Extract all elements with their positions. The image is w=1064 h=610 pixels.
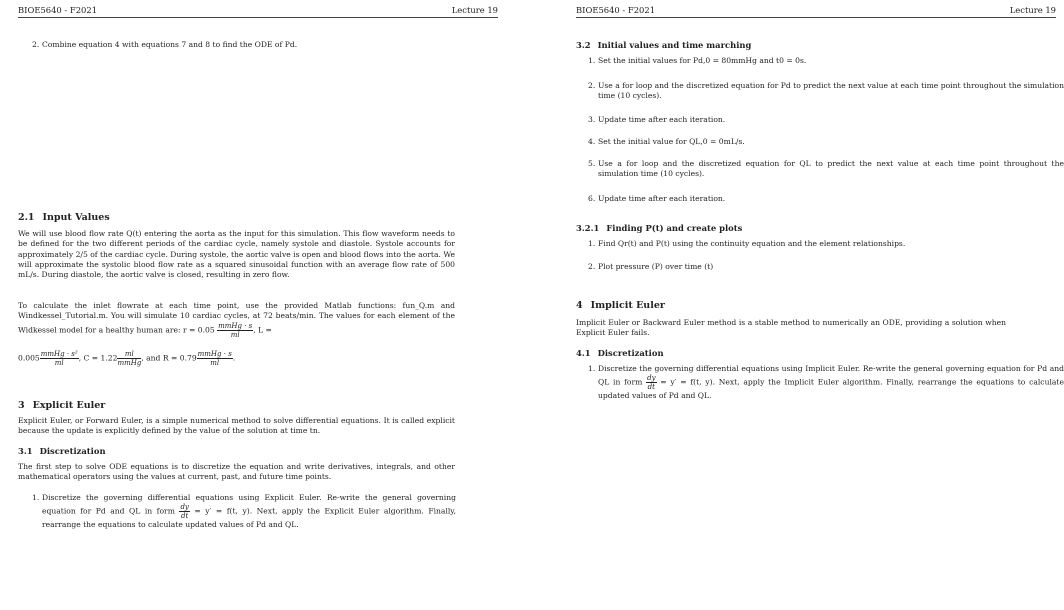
item-number: 5. — [588, 159, 596, 168]
fraction: $\frac{\text{mmHg · s}}{ml}$ — [218, 321, 253, 339]
section-heading: 2.1 Input Values — [18, 212, 110, 223]
header-lecture: Lecture 19 — [451, 5, 498, 15]
item-number: 6. — [588, 194, 596, 203]
fraction: $\frac{\text{mmHg · s²}}{ml}$ — [40, 350, 78, 367]
section-heading: 3 Explicit Euler — [18, 400, 106, 411]
item-text: Set the initial value for QL,0 = 0mL/s. — [598, 137, 745, 146]
item-number: 1. — [588, 364, 596, 373]
section-heading: 4 Implicit Euler — [576, 300, 665, 311]
fraction: $\frac{dy}{dt}$ — [180, 503, 189, 521]
page-header — [18, 5, 498, 18]
item-number: 2. — [588, 81, 596, 90]
subsection-heading: 3.1 Discretization — [18, 446, 106, 456]
list-item — [588, 364, 1064, 412]
item-number: 4. — [588, 137, 596, 146]
subsection-heading: 3.2 Initial values and time marching — [576, 40, 752, 50]
item-number: 3. — [588, 115, 596, 124]
item-text: Find Qr(t) and P(t) using the continuity equation and the element relationships. — [598, 239, 906, 248]
header-lecture: Lecture 19 — [1009, 5, 1056, 15]
item-text: Update time after each iteration. — [598, 194, 726, 203]
fraction: $\frac{dy}{dt}$ — [647, 374, 656, 392]
item-number: 2. — [588, 262, 596, 271]
fraction: $\frac{\text{mmHg · s}}{ml}$ — [197, 350, 232, 367]
page-header — [576, 5, 1056, 18]
item-number: 1. — [588, 56, 596, 65]
equation-line: 0.005 $\frac{\text{mmHg · s²}}{ml}$ , C = 1.22 $\frac{ml}{\text{mmHg}}$ , and R = 0.79 $\frac{\text{mmHg · s}}{ml}$ . — [18, 350, 236, 367]
item-text: Plot pressure (P) over time (t) — [598, 262, 714, 271]
fraction: $\frac{ml}{\text{mmHg}}$ — [117, 350, 142, 367]
item-text: Set the initial values for Pd,0 = 80mmHg and t0 = 0s. — [598, 56, 807, 65]
right-page — [568, 0, 1064, 610]
paragraph: Explicit Euler, or Forward Euler, is a simple numerical method to solve differential equations. It is called explicit because the update is explicitly defined by the value of the solution at time tn. — [18, 416, 455, 436]
item-number: 1. — [588, 239, 596, 248]
item-number: 2. — [32, 40, 40, 49]
item-text: Discretize the governing differential equations using Explicit Euler. Re-write the general governing equation for Pd and QL in form $\frac{dy}{dt}$ = y′ = f(t, y). Next, apply the Explicit Euler algorithm. Finally, rearrange the equations to calculate updated values of Pd and QL. — [42, 493, 457, 530]
left-page — [10, 0, 506, 610]
paragraph: We will use blood flow rate Q(t) entering the aorta as the input for this simulation. This flow waveform needs to be defined for the two different periods of the cardiac cycle, namely systole and diastole. Systole accounts for approximately 2/5 of the cardiac cycle. During systole, the aortic valve is open and blood flows into the aorta. We will approximate the systolic blood flow rate as a squared sinusoidal function with an average flow rate of 500 mL/s. During diastole, the aortic valve is closed, resulting in zero flow. — [18, 229, 455, 280]
item-text: Update time after each iteration. — [598, 115, 726, 124]
paragraph: The first step to solve ODE equations is to discretize the equation and write derivatives, integrals, and other mathematical operators using the values at current, past, and future time points. — [18, 462, 455, 482]
subsection-heading: 4.1 Discretization — [576, 348, 664, 358]
item-number: 1. — [32, 493, 40, 502]
item-text: Combine equation 4 with equations 7 and 8 to find the ODE of Pd. — [42, 40, 298, 49]
header-course: BIOE5640 - F2021 — [576, 5, 656, 15]
item-text: Use a for loop and the discretized equation for Pd to predict the next value at each time point throughout the simulation time (10 cycles). — [598, 81, 1064, 101]
item-text: Use a for loop and the discretized equation for QL to predict the next value at each time point throughout the simulation time (10 cycles). — [598, 159, 1064, 179]
item-text: Discretize the governing differential equations using Implicit Euler. Re-write the general governing equation for Pd and QL in form $\frac{dy}{dt}$ = y′ = f(t, y). Next, apply the Implicit Euler algorithm. Finally, rearrange the equations to calculate updated values of Pd and QL. — [598, 364, 1064, 401]
subsection-heading: 3.2.1 Finding P(t) and create plots — [576, 223, 743, 233]
header-course: BIOE5640 - F2021 — [18, 5, 98, 15]
paragraph: Implicit Euler or Backward Euler method is a stable method to numerically an ODE, providing a solution when Explicit Euler fails. — [576, 318, 1006, 338]
list-item — [32, 493, 456, 543]
paragraph: To calculate the inlet flowrate at each time point, use the provided Matlab functions: fun_Q.m and Windkessel_Tutorial.m. You will simulate 10 cardiac cycles, at 72 beats/min. The values for each element of the Widkessel model for a healthy human are: r = 0.05 $\frac{\text{mmHg · s}}{ml}$ , L = — [18, 301, 455, 339]
